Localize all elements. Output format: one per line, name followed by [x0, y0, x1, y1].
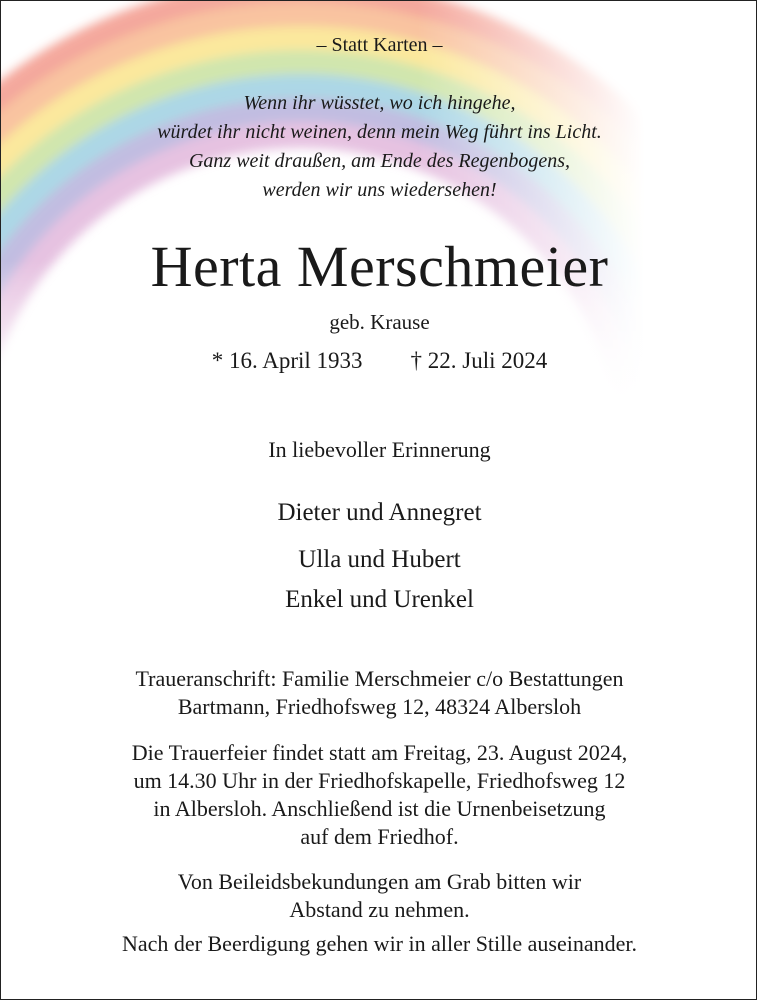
birth-date: * 16. April 1933 [211, 348, 363, 373]
service-line: in Albersloh. Anschließend ist die Urnenbeisetzung [153, 796, 606, 821]
mourner-line: Enkel und Urenkel [285, 586, 474, 613]
memorial-intro: In liebevoller Erinnerung [268, 437, 491, 462]
service-line: um 14.30 Uhr in der Friedhofskapelle, Friedhofsweg 12 [133, 768, 626, 793]
condolences-line: Abstand zu nehmen. [289, 897, 470, 922]
maiden-name: geb. Krause [329, 310, 430, 334]
poem [1, 89, 757, 205]
statt-karten-heading: – Statt Karten – [316, 34, 443, 56]
mourning-address [1, 665, 757, 721]
poem-line: werden wir uns wiedersehen! [262, 179, 497, 201]
poem-line: würdet ihr nicht weinen, denn mein Weg führt ins Licht. [157, 121, 602, 143]
service-line: auf dem Friedhof. [300, 824, 459, 849]
death-date: † 22. Juli 2024 [410, 348, 548, 373]
address-line: Bartmann, Friedhofsweg 12, 48324 Albersloh [177, 694, 582, 719]
mourner-line: Ulla und Hubert [298, 546, 461, 573]
deceased-name: Herta Merschmeier [150, 234, 609, 299]
condolences-note [1, 868, 757, 924]
address-line: Traueranschrift: Familie Merschmeier c/o Bestattungen [135, 666, 624, 691]
service-line: Die Trauerfeier findet statt am Freitag, 23. August 2024, [131, 740, 628, 765]
life-dates [1, 348, 757, 374]
mourner-line: Dieter und Annegret [277, 499, 482, 526]
condolences-line: Von Beileidsbekundungen am Grab bitten wir [177, 869, 582, 894]
funeral-service-info [1, 739, 757, 851]
poem-line: Wenn ihr wüsstet, wo ich hingehe, [243, 92, 516, 114]
poem-line: Ganz weit draußen, am Ende des Regenbogens, [188, 150, 571, 172]
closing-note: Nach der Beerdigung gehen wir in aller Stille auseinander. [122, 931, 637, 956]
